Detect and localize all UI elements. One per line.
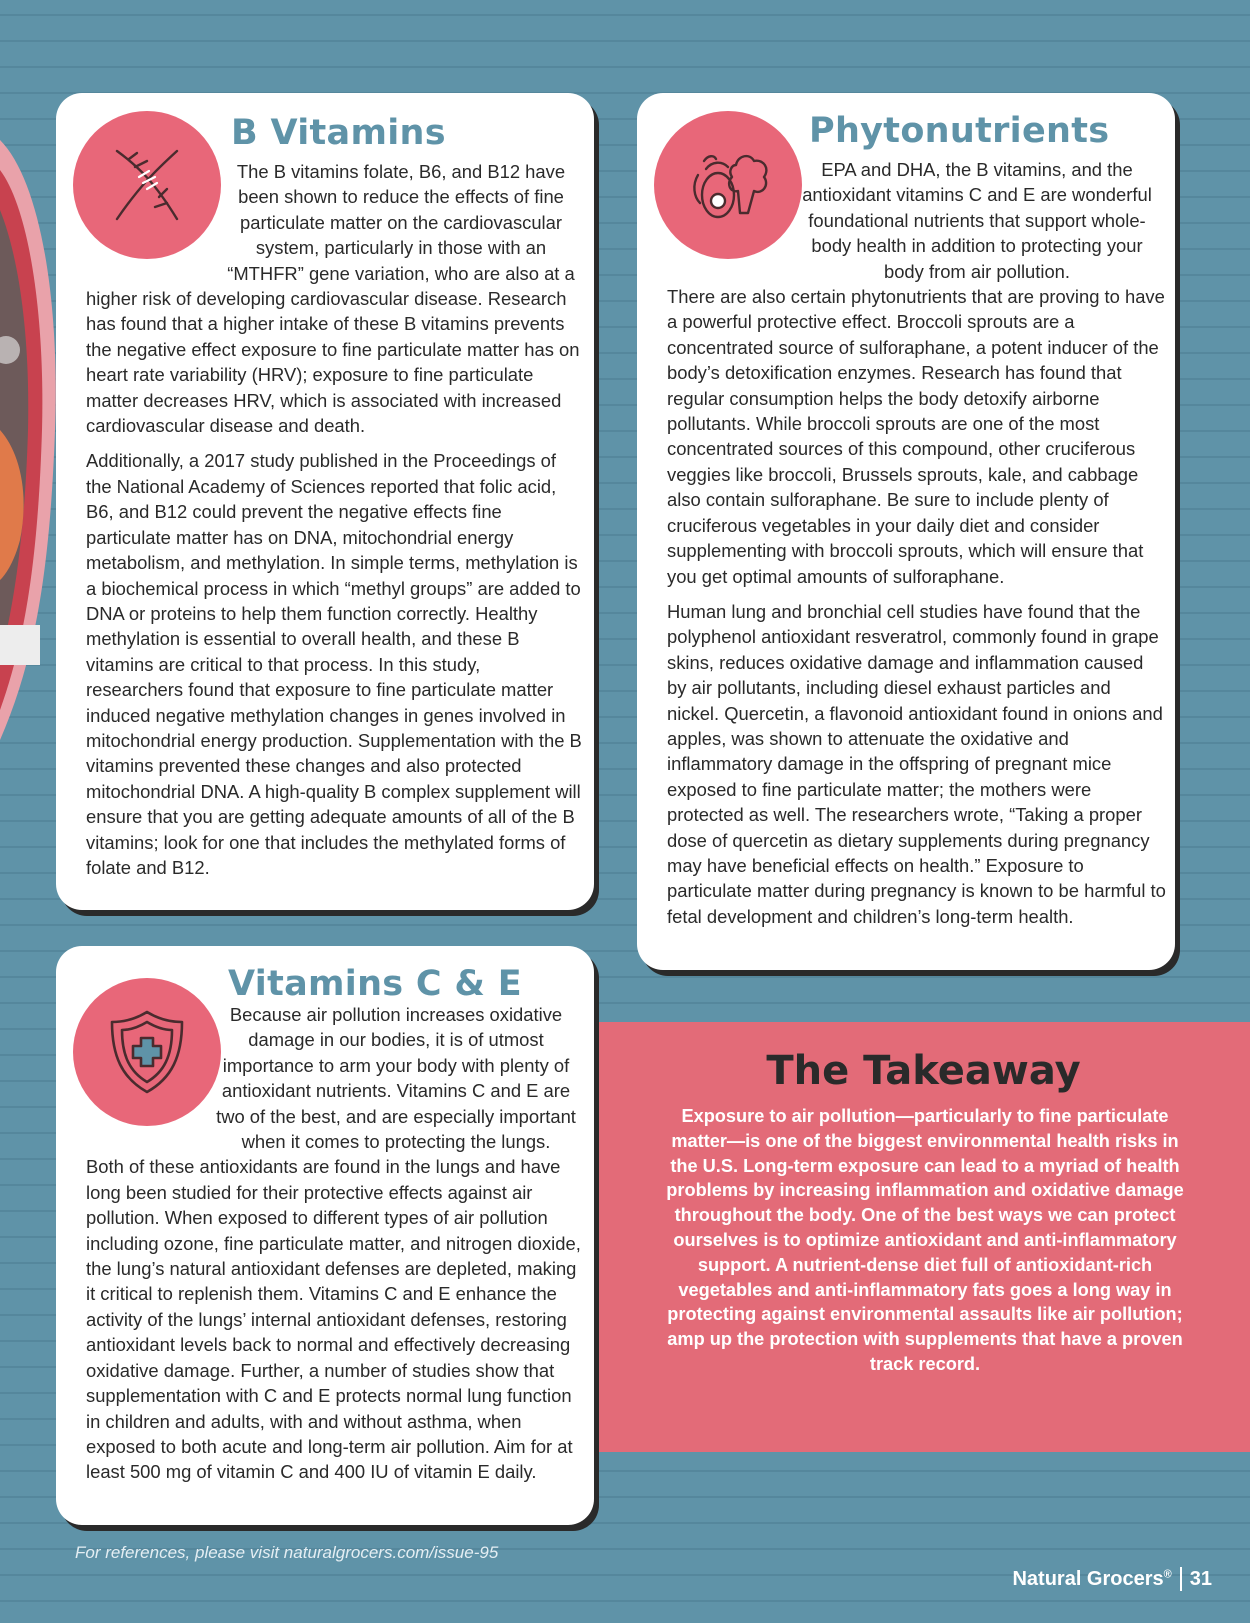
footer-divider	[1180, 1567, 1182, 1591]
references-note: For references, please visit naturalgrocers.com/issue-95	[75, 1543, 499, 1562]
page-footer	[1012, 1567, 1212, 1591]
vitamins-ce-title: Vitamins C & E	[228, 964, 522, 1004]
takeaway-text: Exposure to air pollution—particularly to fine particulate matter—is one of the biggest environmental health risks in the U.S. Long-term exposure can lead to a myriad of health problems by increasing inflammation and oxidative damage throughout the body. One of the best ways we can protect ourselves is to optimize antioxidant and anti-inflammatory support. A nutrient-dense diet full of antioxidant-rich vegetables and anti-inflammatory fats goes a long way in protecting against environmental assaults like air pollution; amp up the protection with supplements that have a proven track record.	[666, 1106, 1184, 1374]
vitamins-ce-card	[56, 946, 594, 1525]
takeaway-title: The Takeaway	[766, 1048, 1081, 1094]
takeaway-panel	[597, 1022, 1250, 1452]
vitamins-ce-body	[86, 1002, 586, 1495]
brand-name	[1012, 1568, 1171, 1591]
registered-mark: ®	[1163, 1567, 1172, 1580]
phytonutrients-paragraph-1: There are also certain phytonutrients that are proving to have a powerful protective effect. Broccoli sprouts are a concentrated source of sulforaphane, a potent inducer of the body’s detoxification enzymes. Research has found that regular consumption helps the body detoxify airborne pollutants. While broccoli sprouts are one of the most concentrated sources of this compound, other cruciferous veggies like broccoli, Brussels sprouts, kale, and cabbage also contain sulforaphane. Be sure to include plenty of cruciferous vegetables in your daily diet and consider supplementing with broccoli sprouts, which will ensure that you get optimal amounts of sulforaphane.	[667, 286, 1165, 587]
phytonutrients-title: Phytonutrients	[809, 111, 1110, 151]
b-vitamins-intro: The B vitamins folate, B6, and B12 have been shown to reduce the effects of fine particulate matter on the cardiovascular system, particularly in those with an “MTHFR” gene variation, who are also at a	[227, 161, 575, 284]
b-vitamins-card	[56, 93, 594, 910]
page-number: 31	[1189, 1567, 1212, 1590]
b-vitamins-paragraph-1: higher risk of developing cardiovascular disease. Research has found that a higher intake of these B vitamins prevents the negative effect exposure to fine particulate matter has on heart rate variability (HRV); exposure to fine particulate matter decreases HRV, which is associated with increased cardiovascular disease and death.	[86, 288, 580, 437]
phytonutrients-paragraph-2: Human lung and bronchial cell studies have found that the polyphenol antioxidant resveratrol, commonly found in grape skins, reduces oxidative damage and inflammation caused by air pollutants, including diesel exhaust particles and nickel. Quercetin, a flavonoid antioxidant found in onions and apples, was shown to attenuate the oxidative and inflammatory damage in the offspring of pregnant mice exposed to fine particulate matter; the mothers were protected as well. The researchers wrote, “Taking a proper dose of quercetin as dietary supplements during pregnancy may have beneficial effects on health.” Exposure to particulate matter during pregnancy is known to be harmful to fetal development and children’s long-term health.	[667, 600, 1166, 927]
phytonutrients-body	[667, 157, 1167, 939]
phytonutrients-card	[637, 93, 1175, 970]
b-vitamins-body	[86, 159, 582, 890]
b-vitamins-title: B Vitamins	[231, 113, 446, 153]
vitamins-ce-intro: Because air pollution increases oxidative damage in our bodies, it is of utmost importance to arm your body with plenty of antioxidant nutrients. Vitamins C and E are two of the best, and are especially important when it comes to protecting the lungs.	[216, 1004, 576, 1153]
vitamins-ce-paragraph-1: Both of these antioxidants are found in the lungs and have long been studied for their protective effects against air pollution. When exposed to different types of air pollution including ozone, fine particulate matter, and nitrogen dioxide, the lung’s natural antioxidant defenses are depleted, making it critical to replenish them. Vitamins C and E enhance the activity of the lungs’ internal antioxidant defenses, restoring antioxidant levels back to normal and effectively decreasing oxidative damage. Further, a number of studies show that supplementation with C and E protects normal lung function in children and adults, with and without asthma, when exposed to both acute and long-term air pollution. Aim for at least 500 mg of vitamin C and 400 IU of vitamin E daily.	[86, 1156, 581, 1483]
phytonutrients-intro: EPA and DHA, the B vitamins, and the antioxidant vitamins C and E are wonderful foundational nutrients that support whole-body health in addition to protecting your body from air pollution.	[802, 159, 1152, 282]
brand-text: Natural Grocers	[1012, 1567, 1164, 1590]
b-vitamins-paragraph-2: Additionally, a 2017 study published in the Proceedings of the National Academy of Sciences reported that folic acid, B6, and B12 could prevent the negative effects fine particulate matter has on DNA, mitochondrial energy metabolism, and methylation. In simple terms, methylation is a biochemical process in which “methyl groups” are added to DNA or proteins to help them function correctly. Healthy methylation is essential to overall health, and these B vitamins are critical to that process. In this study, researchers found that exposure to fine particulate matter induced negative methylation changes in genes involved in mitochondrial energy production. Supplementation with the B vitamins prevented these changes and also protected mitochondrial DNA. A high-quality B complex supplement will ensure that you are getting adequate amounts of all of the B vitamins; look for one that includes the methylated forms of folate and B12.	[86, 450, 582, 878]
